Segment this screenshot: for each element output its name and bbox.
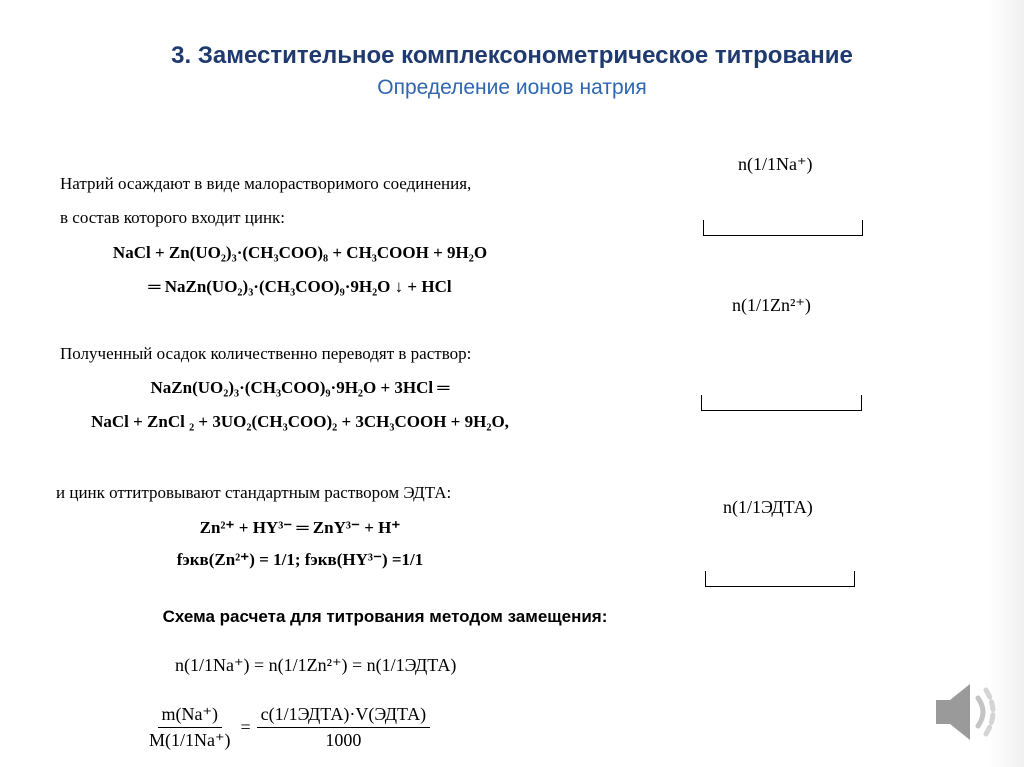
equation-3: Zn²⁺ + HY³⁻ ═ ZnY³⁻ + H⁺ [199,518,401,537]
scheme-formula-1: n(1/1Na⁺) = n(1/1Zn²⁺) = n(1/1ЭДТА) [175,655,457,675]
speaker-icon[interactable] [932,676,1004,753]
fraction-left [145,704,234,751]
fraction-left-denominator: M(1/1Na⁺) [149,730,231,750]
fraction-left-numerator: m(Na⁺) [158,704,222,728]
label-n-edta: n(1/1ЭДТА) [723,497,813,517]
bracket-3 [705,571,855,587]
text-line-3: Полученный осадок количественно переводят в раствор: [60,344,472,363]
scheme-formula-2 [145,704,430,751]
text-line-2: в состав которого входит цинк: [60,208,286,227]
fraction-right-numerator: c(1/1ЭДТА)·V(ЭДТА) [257,704,430,728]
equation-1b: ═ NaZn(UO₂)₃·(CH₃COO)₉·9H₂O ↓ + HCl [148,277,452,296]
fraction-right-denominator: 1000 [325,730,362,750]
label-n-zn: n(1/1Zn²⁺) [732,295,811,315]
scheme-heading: Схема расчета для титрования методом замещения: [162,607,608,626]
bracket-2 [701,395,862,411]
equation-2b: NaCl + ZnCl ₂ + 3UO₂(CH₃COO)₂ + 3CH₃COOH + 9H₂O, [91,412,509,431]
fraction-equals: = [240,717,251,737]
slide-subtitle: Определение ионов натрия [377,76,647,99]
text-line-4: и цинк оттитровывают стандартным раствором ЭДТА: [56,483,452,502]
fraction-right [257,704,430,751]
slide-edge-shadow [988,0,1024,767]
label-n-na: n(1/1Na⁺) [738,154,813,174]
equation-4: fэкв(Zn²⁺) = 1/1; fэкв(HY³⁻) =1/1 [176,550,424,569]
bracket-1 [703,220,863,236]
slide-title: 3. Заместительное комплексонометрическое титрование [171,42,853,69]
text-line-1: Натрий осаждают в виде малорастворимого соединения, [60,174,472,193]
equation-2a: NaZn(UO₂)₃·(CH₃COO)₉·9H₂O + 3HCl ═ [150,378,450,397]
equation-1a: NaCl + Zn(UO₂)₃·(CH₃COO)₈ + CH₃COOH + 9H₂O [112,243,488,262]
